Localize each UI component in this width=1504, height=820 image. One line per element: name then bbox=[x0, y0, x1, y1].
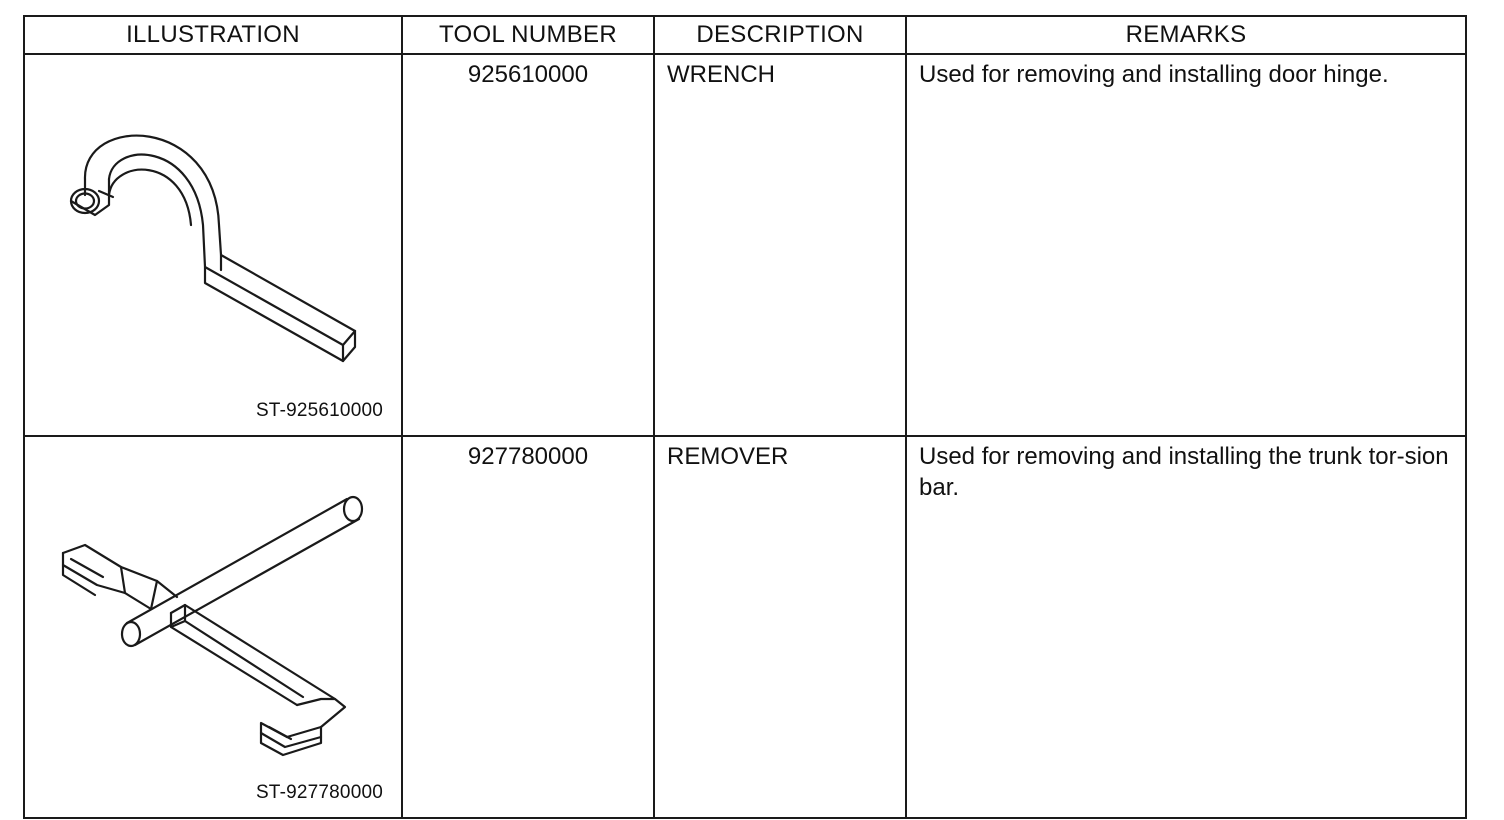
remarks-text: Used for removing and installing door hinge. bbox=[919, 61, 1389, 88]
remarks-text: Used for removing and installing the trunk tor-sion bar. bbox=[919, 443, 1449, 501]
remarks-cell bbox=[906, 436, 1466, 818]
header-description: DESCRIPTION bbox=[654, 16, 906, 54]
remarks-cell bbox=[906, 54, 1466, 436]
illustration-cell bbox=[24, 54, 402, 436]
tool-number-cell: 927780000 bbox=[402, 436, 654, 818]
table-row bbox=[24, 54, 1466, 436]
description-cell: REMOVER bbox=[654, 436, 906, 818]
header-illustration: ILLUSTRATION bbox=[24, 16, 402, 54]
torsion-bar-remover-icon bbox=[25, 437, 403, 813]
special-tools-table bbox=[23, 15, 1467, 819]
illustration-code: ST-925610000 bbox=[255, 400, 383, 421]
header-remarks: REMARKS bbox=[906, 16, 1466, 54]
hook-wrench-icon bbox=[25, 55, 403, 431]
table-row bbox=[24, 436, 1466, 818]
illustration-cell bbox=[24, 436, 402, 818]
tool-number-cell: 925610000 bbox=[402, 54, 654, 436]
header-tool-number: TOOL NUMBER bbox=[402, 16, 654, 54]
header-row bbox=[24, 16, 1466, 54]
description-cell: WRENCH bbox=[654, 54, 906, 436]
illustration-code: ST-927780000 bbox=[255, 782, 383, 803]
